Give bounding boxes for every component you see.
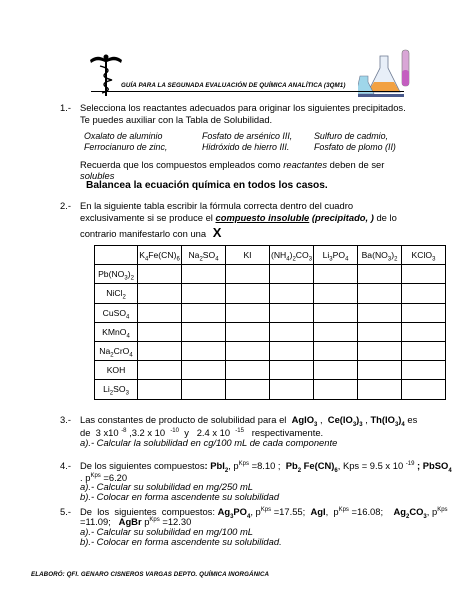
q1-reminder-end: deben de ser <box>329 159 385 170</box>
q3-compound-thio3: $Th(IO_3)_4$ <box>370 414 405 428</box>
q3-compound-agio3: AgIO$_3$ <box>291 414 318 428</box>
q2-line2d: de lo <box>376 212 397 223</box>
q4-number: 4.- <box>60 460 71 471</box>
answer-cell[interactable] <box>270 284 314 303</box>
row-header: KMnO$_4$ <box>95 322 138 341</box>
answer-cell[interactable] <box>402 284 446 303</box>
col-header: $Na_2SO_4$ <box>182 246 226 265</box>
q1-compound-2: Fosfato de arsénico III, <box>202 131 293 141</box>
q3-line2: de 3 x10 $^{-8}$ ,3.2 x 10 $^{-10}$ y 2.4 x 10 $^{-15}$ respectivamente. <box>80 427 324 438</box>
answer-cell[interactable] <box>358 380 402 399</box>
answer-cell[interactable] <box>226 284 270 303</box>
answer-cell[interactable] <box>182 284 226 303</box>
table-row <box>95 361 446 380</box>
table-row <box>95 303 446 322</box>
q4-item-b: b).- Colocar en forma ascendente su solubilidad <box>80 491 280 502</box>
answer-cell[interactable] <box>138 322 182 341</box>
answer-cell[interactable] <box>270 322 314 341</box>
q1-reminder-solubles: solubles <box>80 170 115 181</box>
answer-cell[interactable] <box>226 361 270 380</box>
answer-cell[interactable] <box>358 265 402 284</box>
q3-line1: Las constantes de producto de solubilidad para el AgIO$_3$ , $Ce(IO_3)_3$ , $Th(IO_3)_4$ es <box>80 414 418 428</box>
q3-item-a: a).- Calcular la solubilidad en cg/100 mL de cada componente <box>80 437 338 448</box>
answer-cell[interactable] <box>182 341 226 360</box>
answer-cell[interactable] <box>182 380 226 399</box>
answer-cell[interactable] <box>270 361 314 380</box>
q1-reminder-reactantes: reactantes <box>283 159 328 170</box>
q1-compound-4: Ferrocianuro de zinc, <box>84 142 168 152</box>
answer-cell[interactable] <box>358 303 402 322</box>
answer-cell[interactable] <box>182 265 226 284</box>
q1-line2: Te puedes auxiliar con la Tabla de Solubilidad. <box>80 114 273 125</box>
answer-cell[interactable] <box>138 303 182 322</box>
q3-compound-ceio3: $Ce(IO_3)_3$ <box>327 414 363 428</box>
q2-line2 <box>80 212 397 223</box>
answer-cell[interactable] <box>226 303 270 322</box>
answer-cell[interactable] <box>270 265 314 284</box>
answer-cell[interactable] <box>138 341 182 360</box>
q1-compound-6: Fosfato de plomo (II) <box>314 142 396 152</box>
q5-number: 5.- <box>60 506 71 517</box>
table-row <box>95 284 446 303</box>
answer-cell[interactable] <box>226 341 270 360</box>
answer-cell[interactable] <box>358 284 402 303</box>
answer-cell[interactable] <box>226 265 270 284</box>
answer-cell[interactable] <box>314 303 358 322</box>
q4-item-a: a).- Calcular su solubilidad en mg/250 mL <box>80 481 254 492</box>
q2-line2a: exclusivamente si se produce el <box>80 212 213 223</box>
header-rule <box>91 91 404 92</box>
q3-number: 3.- <box>60 414 71 425</box>
row-header: $Li_2SO_3$ <box>95 380 138 399</box>
answer-cell[interactable] <box>314 341 358 360</box>
answer-cell[interactable] <box>138 361 182 380</box>
q5-line2: =11.09; AgBr $p^{Kps} =12.30$ <box>80 516 192 527</box>
q3-es: es <box>407 414 418 425</box>
table-row <box>95 380 446 399</box>
q3-line1-text: Las constantes de producto de solubilidad para el <box>80 414 287 425</box>
answer-cell[interactable] <box>138 284 182 303</box>
page-header: GUÍA PARA LA SEGUNADA EVALUACIÓN DE QUÍMICA ANALÍTICA (3QM1) <box>121 82 346 89</box>
answer-cell[interactable] <box>138 380 182 399</box>
answer-cell[interactable] <box>358 341 402 360</box>
solubility-table <box>94 245 446 400</box>
answer-cell[interactable] <box>226 322 270 341</box>
q2-line3 <box>80 225 221 240</box>
col-header: KClO$_3$ <box>402 246 446 265</box>
q2-line1: En la siguiente tabla escribir la fórmula correcta dentro del cuadro <box>80 200 354 211</box>
q1-number: 1.- <box>60 102 71 113</box>
table-header-row <box>95 246 446 265</box>
answer-cell[interactable] <box>402 303 446 322</box>
col-header: $Li_3PO_4$ <box>314 246 358 265</box>
answer-cell[interactable] <box>270 341 314 360</box>
q2-insoluble: compuesto insoluble <box>215 212 310 223</box>
answer-cell[interactable] <box>402 322 446 341</box>
q5-item-a: a).- Calcular su solubilidad en mg/100 mL <box>80 526 254 537</box>
answer-cell[interactable] <box>270 303 314 322</box>
row-header: NiCl$_2$ <box>95 284 138 303</box>
row-header: CuSO$_4$ <box>95 303 138 322</box>
table-row <box>95 341 446 360</box>
answer-cell[interactable] <box>314 361 358 380</box>
q1-compound-1: Oxalato de aluminio <box>84 131 163 141</box>
answer-cell[interactable] <box>182 361 226 380</box>
q5-item-b: b).- Colocar en forma ascendente su solubilidad. <box>80 536 282 547</box>
answer-cell[interactable] <box>314 284 358 303</box>
col-header: KI <box>226 246 270 265</box>
row-header: $Na_2CrO_4$ <box>95 341 138 360</box>
col-header: $(NH_4)_2CO_3$ <box>270 246 314 265</box>
q2-line3-text: contrario manifestarlo con una <box>80 228 207 239</box>
answer-cell[interactable] <box>358 361 402 380</box>
q4-line1: De los siguientes compuestos: PbI$_2$, $p^{Kps} =8.10$ ; $Pb_2$ $Fe(CN)_6$, Kps = 9.5 x 10 $^{-19}$ ; PbSO$_4$ <box>80 460 452 474</box>
row-header: $Pb(NO_3)_2$ <box>95 265 138 284</box>
answer-cell[interactable] <box>402 341 446 360</box>
answer-cell[interactable] <box>314 322 358 341</box>
answer-cell[interactable] <box>402 265 446 284</box>
col-header: $K_4Fe(CN)_6$ <box>138 246 182 265</box>
q1-reminder <box>80 159 384 170</box>
answer-cell[interactable] <box>314 380 358 399</box>
answer-cell[interactable] <box>270 380 314 399</box>
table-row <box>95 322 446 341</box>
q2-number: 2.- <box>60 200 71 211</box>
answer-cell[interactable] <box>314 265 358 284</box>
q1-compound-3: Sulfuro de cadmio, <box>314 131 388 141</box>
table-corner-cell <box>95 246 138 265</box>
q1-reminder-start: Recuerda que los compuestos empleados como <box>80 159 281 170</box>
q2-mark-x: X <box>212 225 222 240</box>
answer-cell[interactable] <box>402 380 446 399</box>
answer-cell[interactable] <box>358 322 402 341</box>
q1-balance: Balancea la ecuación química en todos los casos. <box>86 180 328 191</box>
q1-compound-5: Hidróxido de hierro III. <box>202 142 290 152</box>
table-row <box>95 265 446 284</box>
answer-cell[interactable] <box>182 322 226 341</box>
q5-line1: De los siguientes compuestos: $Ag_3PO_4$, $p^{Kps} =17.55$; AgI, $p^{Kps} =16.08$; $Ag_2CO_3$, $p^{Kps}$ <box>80 506 448 520</box>
row-header: KOH <box>95 361 138 380</box>
col-header: $Ba(NO_3)_2$ <box>358 246 402 265</box>
answer-cell[interactable] <box>226 380 270 399</box>
answer-cell[interactable] <box>402 361 446 380</box>
q4-line2: . $p^{Kps} =6.20$ <box>80 472 128 483</box>
page-footer: ELABORÓ: QFI. GENARO CISNEROS VARGAS DEPTO. QUÍMICA INORGÁNICA <box>31 571 270 578</box>
q1-line1: Selecciona los reactantes adecuados para originar los siguientes precipitados. <box>80 102 406 113</box>
answer-cell[interactable] <box>138 265 182 284</box>
q2-precipitado: (precipitado, ) <box>311 212 374 223</box>
answer-cell[interactable] <box>182 303 226 322</box>
